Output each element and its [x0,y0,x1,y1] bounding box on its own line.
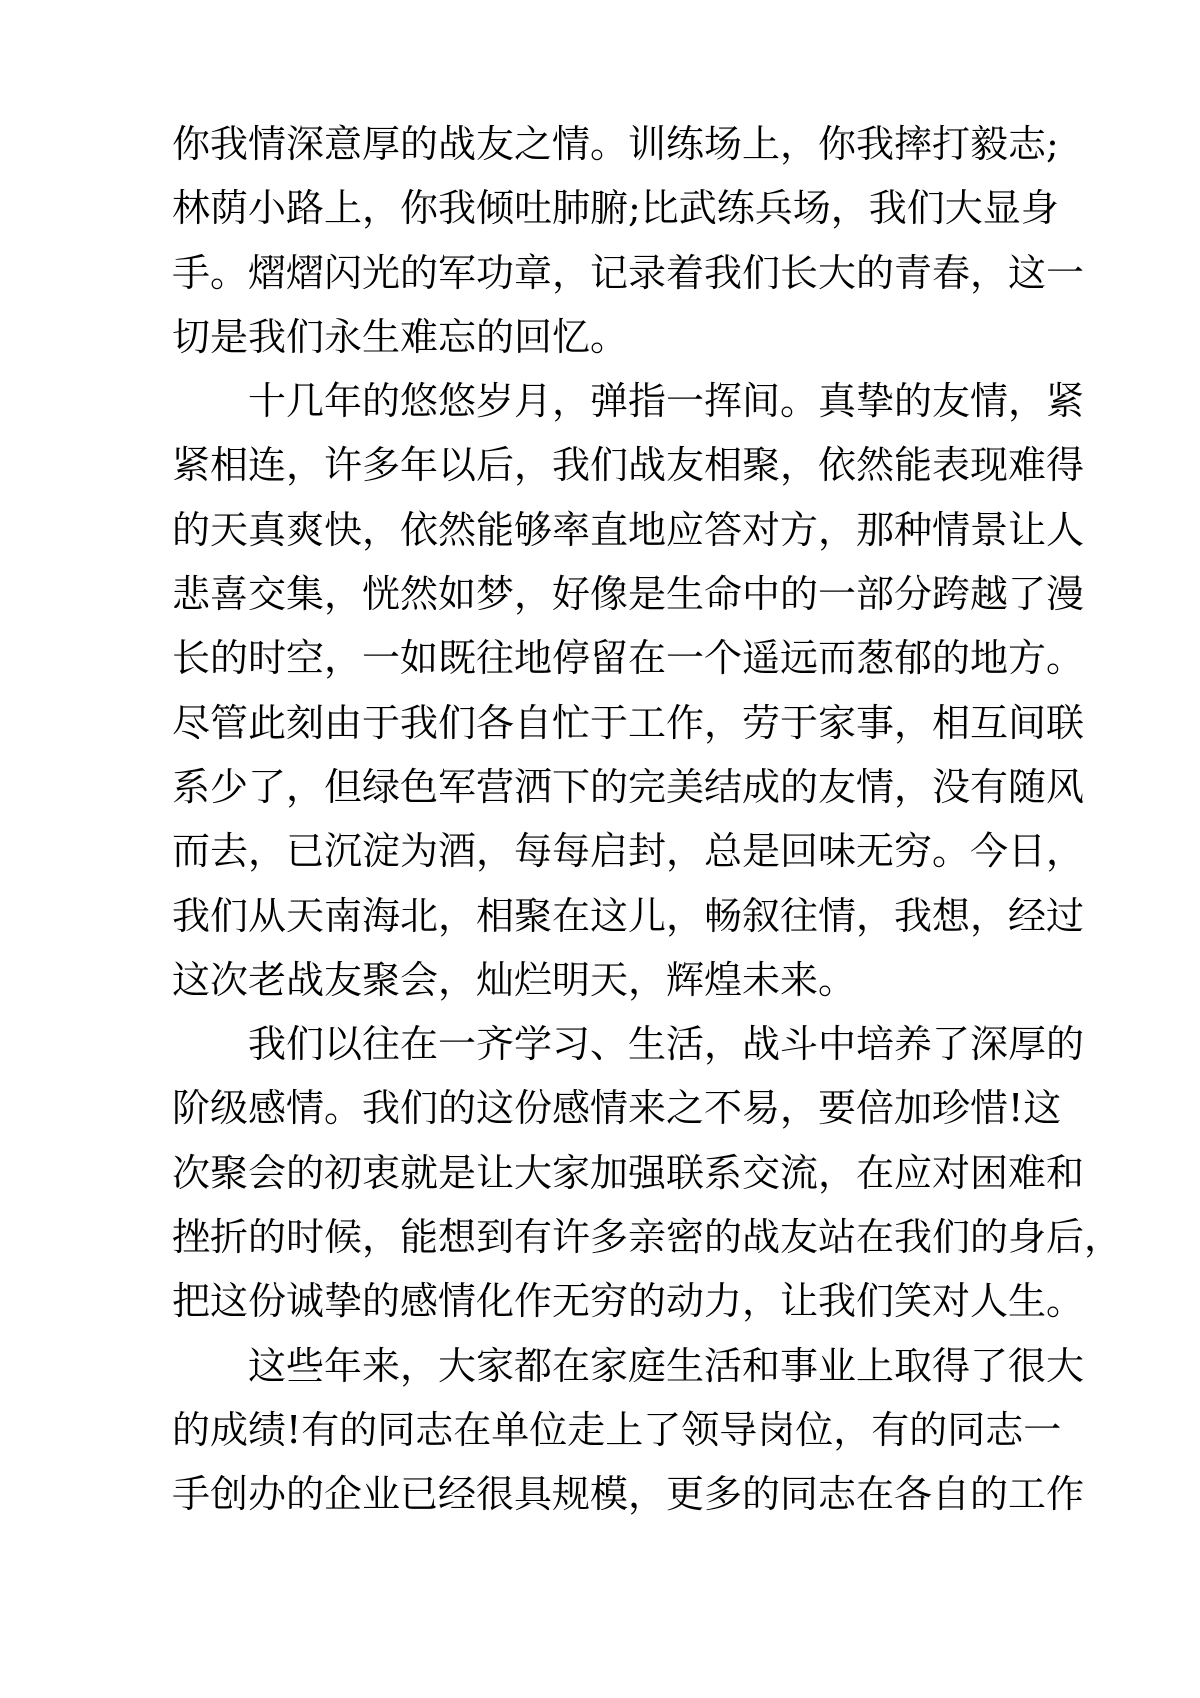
text-line: 切是我们永生难忘的回忆。 [172,314,629,359]
text-line: 长的时空，一如既往地停留在一个遥远而葱郁的地方。 [172,636,1085,681]
body-text [172,112,1123,1527]
text-line: 紧相连，许多年以后，我们战友相聚，依然能表现难得 [172,443,1085,488]
paragraph-start-line: 这些年来，大家都在家庭生活和事业上取得了很大 [248,1343,1085,1388]
text-line: 手创办的企业已经很具规模，更多的同志在各自的工作 [172,1472,1085,1517]
text-line: 系少了，但绿色军营洒下的完美结成的友情，没有随风 [172,764,1085,809]
text-line: 而去，已沉淀为酒，每每启封，总是回味无穷。今日， [172,829,1085,874]
text-line: 次聚会的初衷就是让大家加强联系交流，在应对困难和 [172,1150,1085,1195]
text-line: 的成绩!有的同志在单位走上了领导岗位，有的同志一 [172,1407,1062,1452]
text-line: 你我情深意厚的战友之情。训练场上，你我摔打毅志; [172,122,1059,166]
paragraph-start-line: 十几年的悠悠岁月，弹指一挥间。真挚的友情，紧 [248,379,1085,424]
text-line: 阶级感情。我们的这份感情来之不易，要倍加珍惜!这 [172,1086,1062,1131]
text-line: 尽管此刻由于我们各自忙于工作，劳于家事，相互间联 [172,700,1085,745]
text-line: 这次老战友聚会，灿烂明天，辉煌未来。 [172,957,857,1002]
text-line: 林荫小路上，你我倾吐肺腑;比武练兵场，我们大显身 [172,186,1059,231]
text-line: 的天真爽快，依然能够率直地应答对方，那种情景让人 [172,507,1085,552]
paragraph-start-line: 我们以往在一齐学习、生活，战斗中培养了深厚的 [248,1022,1085,1067]
text-line: 挫折的时候，能想到有许多亲密的战友站在我们的身后， [172,1215,1123,1260]
text-line: 悲喜交集，恍然如梦，好像是生命中的一部分跨越了漫 [172,572,1085,617]
text-line: 手。熠熠闪光的军功章，记录着我们长大的青春，这一 [172,250,1085,295]
text-line: 把这份诚挚的感情化作无穷的动力，让我们笑对人生。 [172,1279,1085,1324]
text-line: 我们从天南海北，相聚在这儿，畅叙往情，我想，经过 [172,893,1085,938]
